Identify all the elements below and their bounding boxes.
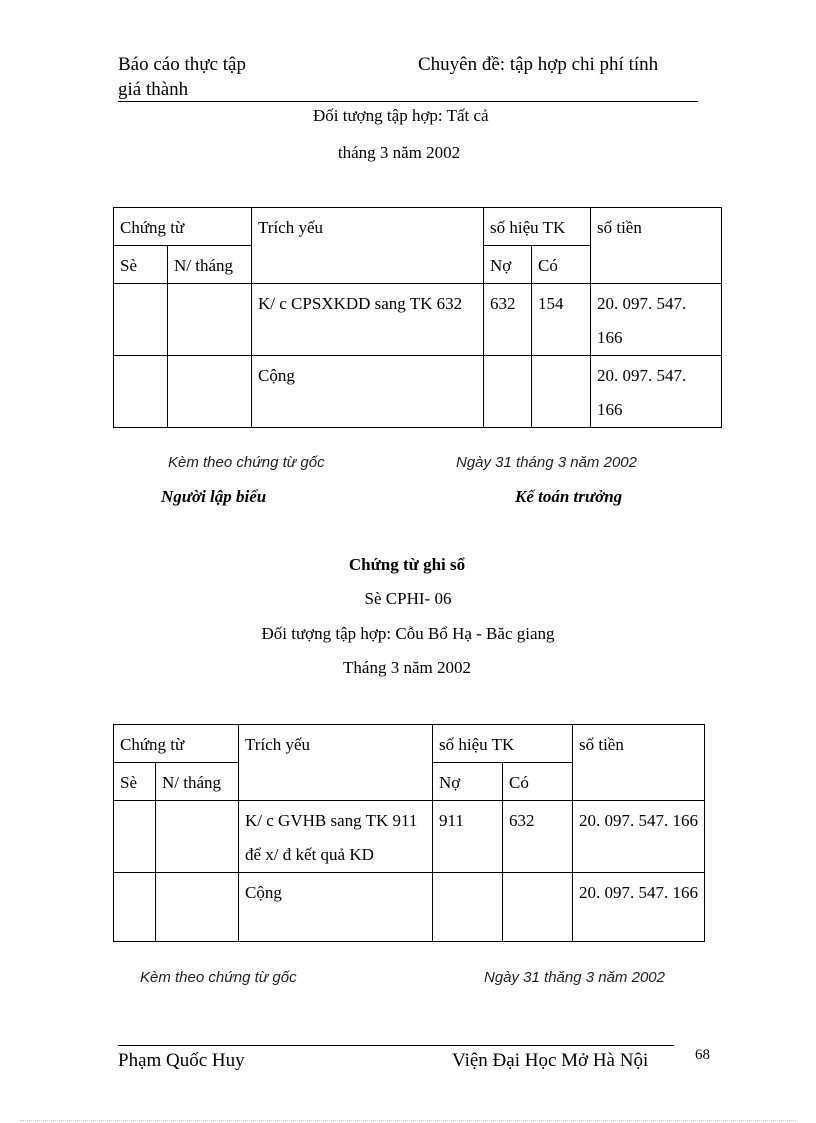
page-bottom-border <box>20 1120 796 1121</box>
footer-rule <box>118 1045 674 1046</box>
header-se: Sè <box>114 246 168 284</box>
date-note-2: Ngày 31 thăng 3 năm 2002 <box>484 969 665 986</box>
header-right: Chuyên đề: tập hợp chi phí tính <box>418 54 659 75</box>
section1-object: Đối tượng tập hợp: Tất cả <box>313 106 489 125</box>
voucher-title: Chứng từ ghi sổ <box>348 555 466 574</box>
attached-note-2: Kèm theo chứng từ gốc <box>140 969 297 986</box>
section2-month: Tháng 3 năm 2002 <box>343 658 471 677</box>
cell-se <box>114 356 168 428</box>
page-number: 68 <box>695 1047 710 1063</box>
cell-so-tien: 20. 097. 547. 166 <box>591 284 722 356</box>
cell-co: 154 <box>532 284 591 356</box>
header-se: Sè <box>114 763 156 801</box>
cell-trich-yeu: Cộng <box>252 356 484 428</box>
section1-month: tháng 3 năm 2002 <box>337 143 461 162</box>
date-note: Ngày 31 tháng 3 năm 2002 <box>456 454 637 471</box>
table-row <box>114 801 705 873</box>
header-so-hieu-tk: số hiệu TK <box>484 208 591 246</box>
cell-so-tien: 20. 097. 547. 166 <box>573 801 705 873</box>
section2-object: Đối tượng tập hợp: Cỗu Bổ Hạ - Băc giang <box>261 624 555 643</box>
header-trich-yeu: Trích yếu <box>252 208 484 284</box>
preparer-label: Người lập biểu <box>161 487 267 506</box>
cell-n-thang <box>168 356 252 428</box>
header-co: Có <box>503 763 573 801</box>
cell-no: 632 <box>484 284 532 356</box>
header-co: Có <box>532 246 591 284</box>
header-so-tien: số tiền <box>591 208 722 284</box>
cell-no: 911 <box>433 801 503 873</box>
cell-se <box>114 873 156 942</box>
header-n-thang: N/ tháng <box>156 763 239 801</box>
table-row-total <box>114 873 705 942</box>
cell-trich-yeu: Cộng <box>239 873 433 942</box>
cell-trich-yeu: K/ c GVHB sang TK 911 để x/ đ kết quả KD <box>239 801 433 873</box>
cell-se <box>114 284 168 356</box>
ledger-table-1 <box>113 207 722 428</box>
footer-author: Phạm Quốc Huy <box>118 1050 245 1071</box>
cell-n-thang <box>156 873 239 942</box>
header-trich-yeu: Trích yếu <box>239 725 433 801</box>
ledger-table-2 <box>113 724 705 942</box>
cell-se <box>114 801 156 873</box>
header-second-line: giá thành <box>118 79 189 100</box>
cell-so-tien: 20. 097. 547. 166 <box>573 873 705 942</box>
header-chung-tu: Chứng từ <box>114 725 239 763</box>
table-row <box>114 284 722 356</box>
cell-n-thang <box>156 801 239 873</box>
header-no: Nợ <box>484 246 532 284</box>
cell-no <box>484 356 532 428</box>
cell-so-tien: 20. 097. 547. 166 <box>591 356 722 428</box>
cell-co <box>503 873 573 942</box>
header-so-hieu-tk: số hiệu TK <box>433 725 573 763</box>
header-no: Nợ <box>433 763 503 801</box>
cell-trich-yeu: K/ c CPSXKDD sang TK 632 <box>252 284 484 356</box>
cell-n-thang <box>168 284 252 356</box>
header-so-tien: số tiền <box>573 725 705 801</box>
header-left: Báo cáo thực tập <box>118 54 246 75</box>
footer-institution: Viện Đại Học Mở Hà Nội <box>452 1050 649 1071</box>
cell-no <box>433 873 503 942</box>
cell-co <box>532 356 591 428</box>
attached-note: Kèm theo chứng từ gốc <box>168 454 325 471</box>
header-n-thang: N/ tháng <box>168 246 252 284</box>
cell-co: 632 <box>503 801 573 873</box>
header-chung-tu: Chứng từ <box>114 208 252 246</box>
accountant-label: Kế toán trưởng <box>515 487 623 506</box>
header-rule <box>118 101 698 102</box>
table-row-total <box>114 356 722 428</box>
voucher-number: Sè CPHI- 06 <box>364 589 452 608</box>
